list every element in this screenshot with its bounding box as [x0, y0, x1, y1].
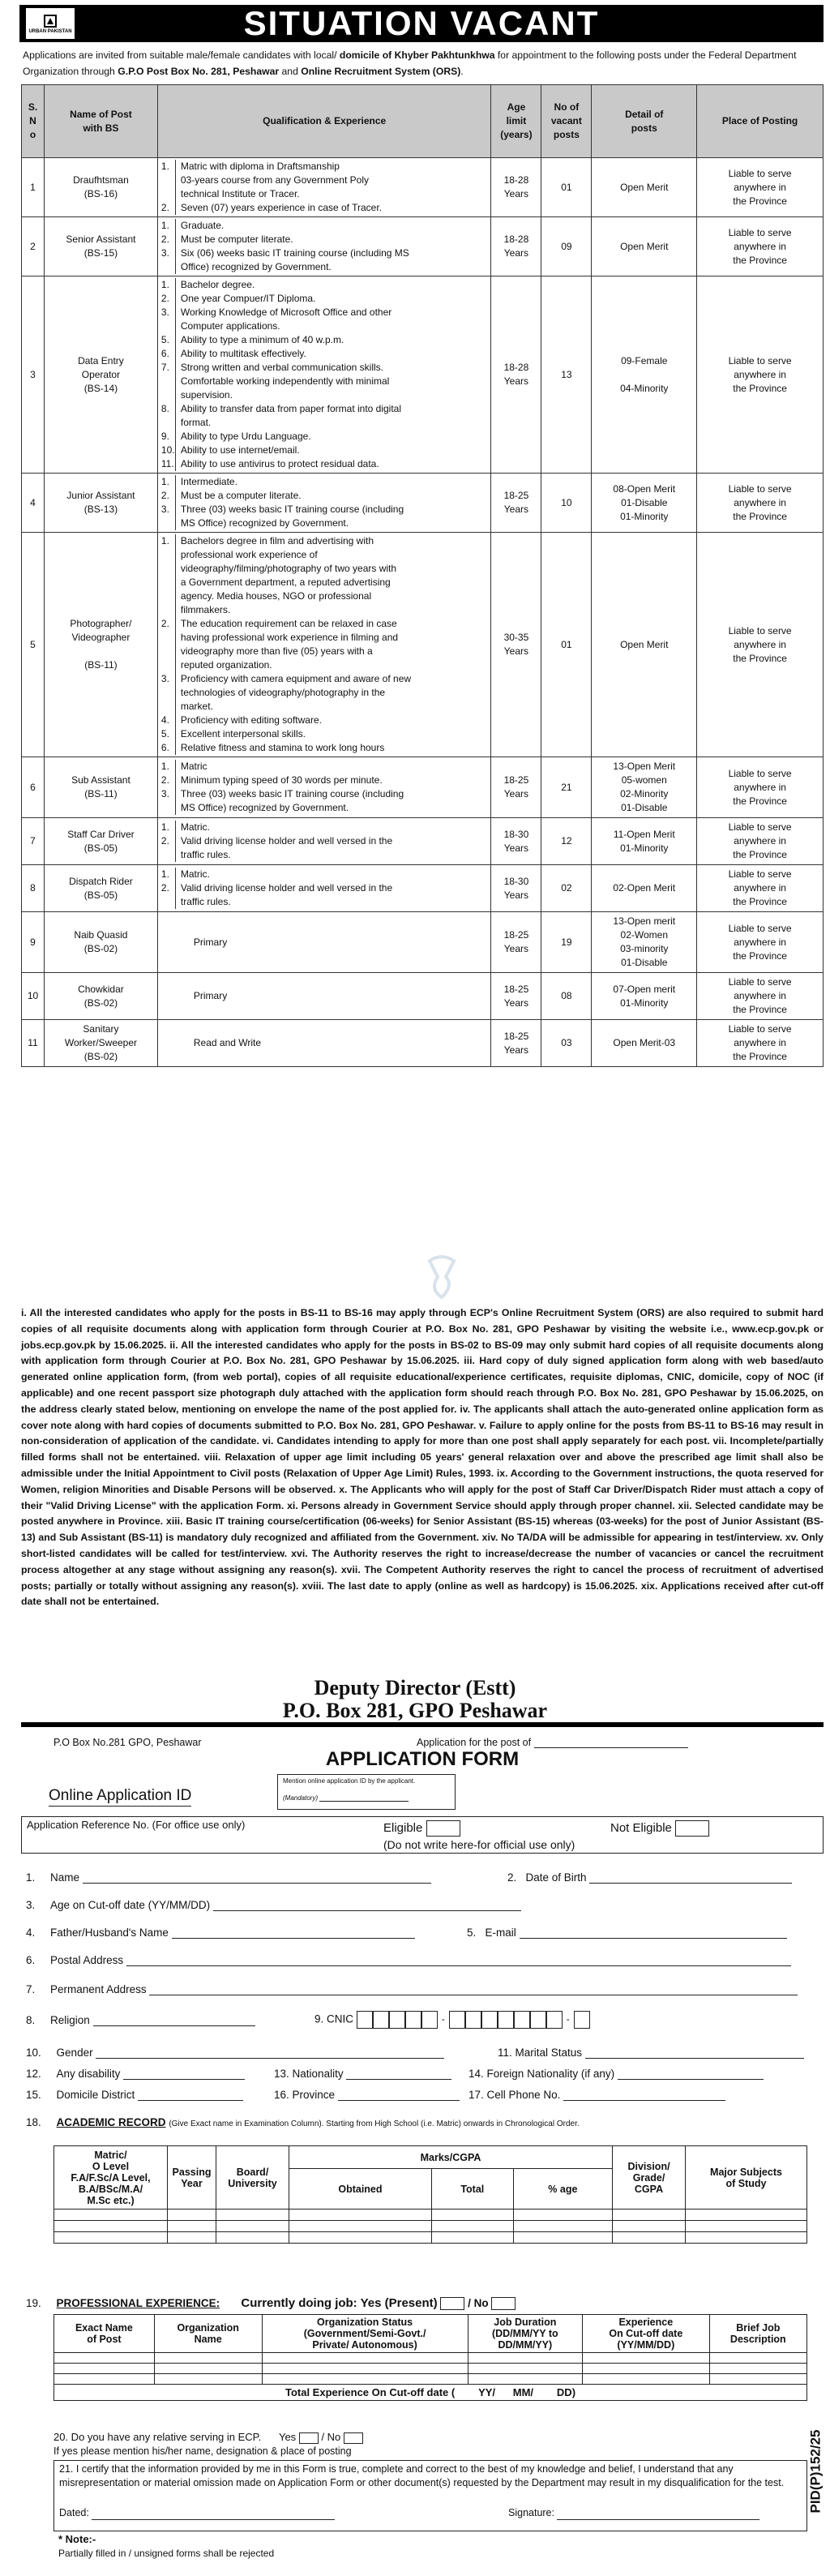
header-banner [19, 5, 824, 42]
serial-number-cell: 6 [22, 757, 45, 818]
signature-field[interactable]: Signature: [508, 2506, 759, 2520]
vacant-posts-cell: 03 [541, 1020, 592, 1067]
table-row [22, 474, 824, 533]
academic-record-heading: 18. ACADEMIC RECORD (Give Exact name in Examination Column). Starting from High School (i.e. Matric) onwards in Chronological Order. [26, 2116, 580, 2128]
age-limit-cell: 30-35 Years [491, 533, 541, 757]
table-header-cell: Place of Posting [697, 85, 824, 158]
qualification-cell: 1. Matric 2. Minimum typing speed of 30 words per minute. 3. Three (03) weeks basic IT training course (including MS Office) recognized by Government. [157, 757, 491, 818]
dob-field[interactable]: 2. Date of Birth [507, 1871, 792, 1884]
age-limit-cell: 18-28 Years [491, 158, 541, 217]
post-name-cell: Junior Assistant (BS-13) [44, 474, 157, 533]
relative-question: 20. Do you have any relative serving in ECP. Yes / No [53, 2431, 363, 2444]
divider [21, 1722, 824, 1727]
table-header-row [22, 85, 824, 158]
qualification-cell: Read and Write [157, 1020, 491, 1067]
qualification-cell: Primary [157, 912, 491, 973]
table-row [22, 865, 824, 912]
vacant-posts-cell: 01 [541, 533, 592, 757]
qualification-cell: 1. Bachelor degree. 2. One year Compuer/IT Diploma. 3. Working Knowledge of Microsoft Office and other Computer applications. 5. Ability to type a minimum of 40 w.p.m. 6. Ability to multitask effectively. 7. Strong written and verbal communication skills. Comfortable working independently with minimal supervision. 8. Ability to transfer data from paper format into digital format. 9. Ability to type Urdu Language. 10. Ability to use internet/email. 11. Ability to use antivirus to protect residual data. [157, 276, 491, 474]
relative-detail-field[interactable]: If yes please mention his/her name, designation & place of posting [53, 2445, 352, 2457]
serial-number-cell: 9 [22, 912, 45, 973]
age-cutoff-field[interactable]: 3. Age on Cut-off date (YY/MM/DD) [26, 1899, 521, 1911]
place-of-posting-cell: Liable to serve anywhere in the Province [697, 757, 824, 818]
table-header-cell: Detail of posts [592, 85, 697, 158]
not-eligible-option[interactable]: Not Eligible [610, 1820, 709, 1837]
cnic-digit-box[interactable] [357, 2011, 373, 2029]
place-of-posting-cell: Liable to serve anywhere in the Province [697, 533, 824, 757]
age-limit-cell: 18-25 Years [491, 973, 541, 1020]
table-row[interactable] [54, 2221, 807, 2232]
serial-number-cell: 7 [22, 818, 45, 865]
post-name-cell: Chowkidar (BS-02) [44, 973, 157, 1020]
post-detail-cell: Open Merit [592, 217, 697, 276]
vacant-posts-cell: 09 [541, 217, 592, 276]
page-title: SITUATION VACANT [243, 4, 600, 42]
table-row [22, 818, 824, 865]
online-id-box[interactable]: Mention online application ID by the applicant. (Mandatory) [277, 1774, 456, 1810]
name-field[interactable]: 1. Name [26, 1871, 431, 1884]
cell-phone-field[interactable]: 17. Cell Phone No. [468, 2089, 725, 2101]
serial-number-cell: 10 [22, 973, 45, 1020]
nationality-field[interactable]: 13. Nationality [274, 2068, 451, 2080]
qualification-cell: 1. Matric. 2. Valid driving license holder and well versed in the traffic rules. [157, 865, 491, 912]
table-header-cell: Age limit (years) [491, 85, 541, 158]
post-name-cell: Draufhtsman (BS-16) [44, 158, 157, 217]
table-row[interactable] [54, 2210, 807, 2221]
cnic-digit-box[interactable] [405, 2011, 421, 2029]
current-job-yes-box[interactable] [440, 2297, 464, 2310]
table-row [22, 1020, 824, 1067]
place-of-posting-cell: Liable to serve anywhere in the Province [697, 276, 824, 474]
post-name-cell: Staff Car Driver (BS-05) [44, 818, 157, 865]
serial-number-cell: 8 [22, 865, 45, 912]
cnic-digit-box[interactable] [481, 2011, 498, 2029]
vacant-posts-cell: 01 [541, 158, 592, 217]
intro-paragraph: Applications are invited from suitable male/female candidates with local/ domicile of Khyber Pakhtunkhwa for appointment to the following posts under the Federal Department Organization through G.P.O Post Box No. 281, Peshawar and Online Recruitment System (ORS). [23, 49, 797, 77]
post-detail-cell: Open Merit [592, 158, 697, 217]
place-of-posting-cell: Liable to serve anywhere in the Province [697, 1020, 824, 1067]
experience-table: Exact Name of Post Organization Name Organization Status (Government/Semi-Govt./ Private/ Autonomous) Job Duration (DD/MM/YY to DD/MM/YY) Experience On Cut-off date (YY/MM/DD) Brief Job Description Total Experience On Cut-off date ( YY/ MM/ DD) [53, 2314, 807, 2401]
religion-field[interactable]: 8. Religion [26, 2014, 255, 2026]
eligible-option[interactable]: Eligible [383, 1820, 460, 1837]
online-id-label: Online Application ID [49, 1787, 191, 1807]
age-limit-cell: 18-28 Years [491, 276, 541, 474]
cnic-digit-box[interactable] [530, 2011, 546, 2029]
age-limit-cell: 18-25 Years [491, 1020, 541, 1067]
table-header-cell: S. N o [22, 85, 45, 158]
serial-number-cell: 11 [22, 1020, 45, 1067]
serial-number-cell: 5 [22, 533, 45, 757]
post-detail-cell: 07-Open merit 01-Minority [592, 973, 697, 1020]
relative-no-box[interactable] [344, 2432, 363, 2444]
post-name-cell: Naib Quasid (BS-02) [44, 912, 157, 973]
post-applied-field[interactable]: Application for the post of [417, 1737, 688, 1748]
deputy-pobox: P.O. Box 281, GPO Peshawar [282, 1699, 548, 1722]
age-limit-cell: 18-25 Years [491, 757, 541, 818]
table-header-cell: Name of Post with BS [44, 85, 157, 158]
post-name-cell: Sub Assistant (BS-11) [44, 757, 157, 818]
qualification-cell: 1. Matric. 2. Valid driving license holder and well versed in the traffic rules. [157, 818, 491, 865]
professional-experience-heading: 19. PROFESSIONAL EXPERIENCE: Currently doing job: Yes (Present) / No [26, 2296, 516, 2310]
permanent-address-field[interactable]: 7. Permanent Address [26, 1983, 798, 1995]
table-row [22, 158, 824, 217]
table-row [22, 973, 824, 1020]
post-name-cell: Senior Assistant (BS-15) [44, 217, 157, 276]
cnic-field[interactable]: 9. CNIC - - [314, 2011, 590, 2029]
deputy-title: Deputy Director (Estt) [314, 1676, 516, 1699]
age-limit-cell: 18-30 Years [491, 865, 541, 912]
cnic-digit-box[interactable] [498, 2011, 514, 2029]
table-row[interactable] [54, 2374, 807, 2385]
qualification-cell: 1. Graduate. 2. Must be computer literate. 3. Six (06) weeks basic IT training course (including MS Office) recognized by Government. [157, 217, 491, 276]
place-of-posting-cell: Liable to serve anywhere in the Province [697, 158, 824, 217]
post-detail-cell: 02-Open Merit [592, 865, 697, 912]
cnic-digit-box[interactable] [389, 2011, 405, 2029]
age-limit-cell: 18-30 Years [491, 818, 541, 865]
place-of-posting-cell: Liable to serve anywhere in the Province [697, 474, 824, 533]
email-field[interactable]: 5. E-mail [467, 1927, 787, 1939]
post-name-cell: Dispatch Rider (BS-05) [44, 865, 157, 912]
cnic-digit-box[interactable] [574, 2011, 590, 2029]
vacant-posts-cell: 02 [541, 865, 592, 912]
note-text: Partially filled in / unsigned forms shall be rejected [58, 2548, 275, 2559]
vacant-posts-cell: 12 [541, 818, 592, 865]
age-limit-cell: 18-25 Years [491, 474, 541, 533]
age-limit-cell: 18-25 Years [491, 912, 541, 973]
post-detail-cell: 08-Open Merit 01-Disable 01-Minority [592, 474, 697, 533]
note-title: * Note:- [58, 2533, 96, 2545]
qualification-cell: 1. Matric with diploma in Draftsmanship 03-years course from any Government Poly technical Institute or Tracer. 2. Seven (07) years experience in case of Tracer. [157, 158, 491, 217]
dated-field[interactable]: Dated: [59, 2506, 335, 2520]
table-row [22, 217, 824, 276]
cnic-dash: - [566, 2013, 570, 2025]
table-row[interactable] [54, 2232, 807, 2244]
watermark-icon [421, 1253, 462, 1301]
vacant-posts-cell: 08 [541, 973, 592, 1020]
cnic-dash: - [441, 2013, 445, 2025]
qualification-cell: Primary [157, 973, 491, 1020]
office-use-box: Application Reference No. (For office use only) Eligible Not Eligible (Do not write here-for official use only) [21, 1816, 824, 1854]
serial-number-cell: 4 [22, 474, 45, 533]
table-row [22, 533, 824, 757]
place-of-posting-cell: Liable to serve anywhere in the Province [697, 217, 824, 276]
table-row [22, 276, 824, 474]
deputy-address [0, 1677, 830, 1722]
place-of-posting-cell: Liable to serve anywhere in the Province [697, 973, 824, 1020]
post-detail-cell: Open Merit-03 [592, 1020, 697, 1067]
domicile-field[interactable]: 15. Domicile District [26, 2089, 243, 2101]
table-row[interactable] [54, 2353, 807, 2364]
place-of-posting-cell: Liable to serve anywhere in the Province [697, 818, 824, 865]
serial-number-cell: 2 [22, 217, 45, 276]
father-name-field[interactable]: 4. Father/Husband's Name [26, 1927, 415, 1939]
foreign-nationality-field[interactable]: 14. Foreign Nationality (if any) [468, 2068, 764, 2080]
cnic-digit-box[interactable] [514, 2011, 530, 2029]
cnic-digit-box[interactable] [373, 2011, 389, 2029]
academic-record-table: Matric/ O Level F.A/F.Sc/A Level, B.A/BSc/M.A/ M.Sc etc.) Passing Year Board/ University Marks/CGPA Division/ Grade/ CGPA Major Subjects of Study Obtained Total % age [53, 2145, 807, 2244]
disability-field[interactable]: 12. Any disability [26, 2068, 245, 2080]
cnic-digit-box[interactable] [465, 2011, 481, 2029]
vacant-posts-cell: 13 [541, 276, 592, 474]
postal-address-field[interactable]: 6. Postal Address [26, 1954, 791, 1966]
table-row [22, 757, 824, 818]
cnic-digit-box[interactable] [449, 2011, 465, 2029]
post-detail-cell: 11-Open Merit 01-Minority [592, 818, 697, 865]
post-detail-cell: 09-Female 04-Minority [592, 276, 697, 474]
terms-notes: i. All the interested candidates who apply for the posts in BS-11 to BS-16 may apply through ECP's Online Recruitment System (ORS) are also required to submit hard copies of all requisite documents along with application form through Courier at P.O. Box No. 281, GPO Peshawar by visiting the website i.e., www.ecp.gov.pk or jobs.ecp.gov.pk by 15.06.2025. ii. All the interested candidates who apply for the posts in BS-02 to BS-09 may only submit hard copies of all requisite documents along with application form through Courier at P.O. Box No. 281, GPO Peshawar by 15.06.2025. iii. Hard copy of duly signed application form along with web based/auto generated online application form, (from web portal), copies of all requisite educational/experience certificates, requisite diplomas, CNIC, domicile, copy of NOC (if applicable) and one recent passport size photograph duly attached with the application form should reach through P.O. Box No. 281, GPO Peshawar by 15.06.2025, on the address clearly stated below, mentioning on envelope the name of the post applied for. iv. The applicants shall attach the auto-generated online application form as cover note along with hard copies of documents submitted to P.O. Box No. 281, GPO Peshawar. v. Failure to apply online for the posts from BS-11 to BS-16 may result in non-consideration of application of the candidate. vi. Candidates intending to apply for more than one post shall apply separately for each post. vii. Incomplete/partially filled forms shall not be entertained. viii. Relaxation of upper age limit including 05 years' general relaxation over and above the prescribed age limit shall also be admissible under the Initial Appointment to Civil posts (Relaxation of Upper Age Limit) Rules, 1993. ix. According to the Government instructions, the quota reserved for Women, religion Minorities and Disable Persons will be observed. x. The Applicants who will apply for the post of Staff Car Driver/Dispatch Rider must attach a copy of their "Valid Driving License" with the application Form. xi. Persons already in Government Service should apply through proper channel. xii. Selected candidate may be posted anywhere in Province. xiii. Basic IT training course/certification (06-weeks) for Senior Assistant (BS-15) whereas (03-weeks) for the post of Junior Assistant (BS-13) and Sub Assistant (BS-11) is mandatory duly recognized and affiliated from the Government. xiv. No TA/DA will be admissible for appearing in test/interview. xv. Only short-listed candidates will be called for test/interview. xvi. The Authority reserves the right to increase/decrease the number of vacancies or cancel the recruitment process altogether at any stage without assigning any reason(s). xvii. The Competent Authority reserves the right to cancel the process of recruitment of advertised posts; partially or totally without assigning any reason(s). xviii. The last date to apply (online as well as hardcopy) is 15.06.2025. xix. Applications received after cut-off date shall not be entertained. [21, 1307, 824, 1608]
post-detail-cell: 13-Open Merit 05-women 02-Minority 01-Disable [592, 757, 697, 818]
cnic-digit-box[interactable] [421, 2011, 438, 2029]
logo-text: URBAN PAKISTAN [28, 28, 72, 34]
post-detail-cell: 13-Open merit 02-Women 03-minority 01-Disable [592, 912, 697, 973]
certification-box: 21. I certify that the information provided by me in this Form is true, complete and correct to the best of my knowledge and belief, I understand that any misrepresentation or material omission made on Application Form or other document(s) requested by the Department may result in my disqualification for the test. Dated: Signature: [53, 2460, 807, 2531]
qualification-cell: 1. Bachelors degree in film and advertising with professional work experience of videography/filming/photography of two years with a Government department, a reputed advertising agency. Media houses, NGO or professional filmmakers. 2. The education requirement can be relaxed in case having professional work experience in filming and videography more than five (05) years with a reputed organization. 3. Proficiency with camera equipment and aware of new technologies of videography/photography in the market. 4. Proficiency with editing software. 5. Excellent interpersonal skills. 6. Relative fitness and stamina to work long hours [157, 533, 491, 757]
province-field[interactable]: 16. Province [274, 2089, 460, 2101]
current-job-no-box[interactable] [491, 2297, 516, 2310]
table-row[interactable] [54, 2364, 807, 2374]
gender-field[interactable]: 10. Gender [26, 2047, 444, 2059]
total-experience-row[interactable]: Total Experience On Cut-off date ( YY/ MM/ DD) [54, 2385, 807, 2401]
post-detail-cell: Open Merit [592, 533, 697, 757]
post-name-cell: Sanitary Worker/Sweeper (BS-02) [44, 1020, 157, 1067]
place-of-posting-cell: Liable to serve anywhere in the Province [697, 865, 824, 912]
table-row [22, 912, 824, 973]
vacant-posts-cell: 10 [541, 474, 592, 533]
table-header-cell: Qualification & Experience [157, 85, 491, 158]
cnic-digit-box[interactable] [546, 2011, 563, 2029]
serial-number-cell: 1 [22, 158, 45, 217]
place-of-posting-cell: Liable to serve anywhere in the Province [697, 912, 824, 973]
logo [26, 8, 75, 39]
post-name-cell: Photographer/ Videographer (BS-11) [44, 533, 157, 757]
vacant-posts-cell: 19 [541, 912, 592, 973]
post-name-cell: Data Entry Operator (BS-14) [44, 276, 157, 474]
vacancies-table [21, 84, 824, 1067]
form-title: APPLICATION FORM [325, 1748, 520, 1770]
table-header-cell: No of vacant posts [541, 85, 592, 158]
form-pobox: P.O Box No.281 GPO, Peshawar [53, 1737, 202, 1748]
age-limit-cell: 18-28 Years [491, 217, 541, 276]
qualification-cell: 1. Intermediate. 2. Must be a computer literate. 3. Three (03) weeks basic IT training course (including MS Office) recognized by Government. [157, 474, 491, 533]
serial-number-cell: 3 [22, 276, 45, 474]
publication-code: PID(P)152/25 [807, 2429, 823, 2514]
marital-status-field[interactable]: 11. Marital Status [498, 2047, 804, 2059]
logo-mark-icon [42, 13, 58, 29]
vacant-posts-cell: 21 [541, 757, 592, 818]
relative-yes-box[interactable] [299, 2432, 319, 2444]
